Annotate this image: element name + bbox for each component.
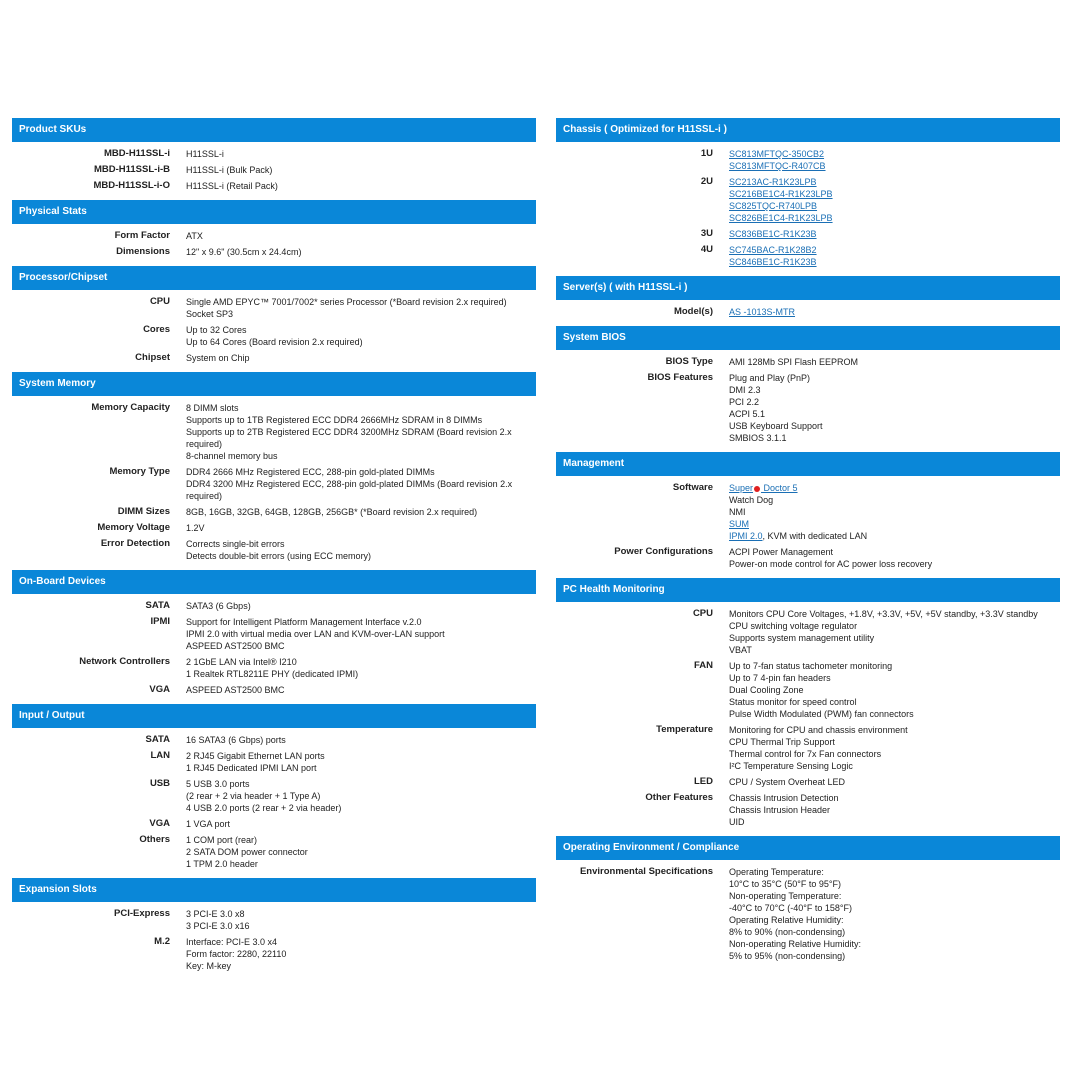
- section-body-input-output: [12, 728, 536, 878]
- spec-label: Form Factor: [114, 230, 170, 241]
- spec-value: -40°C to 70°C (-40°F to 158°F): [729, 903, 852, 913]
- spec-row: [556, 228, 1060, 240]
- spec-label: SATA: [145, 734, 170, 745]
- spec-row: [12, 164, 536, 176]
- spec-label: Cores: [143, 324, 170, 335]
- right-spec-column: [556, 118, 1060, 970]
- spec-label: Memory Type: [109, 466, 170, 477]
- spec-label: 2U: [700, 176, 713, 187]
- spec-value: Detects double-bit errors (using ECC memory): [186, 551, 372, 561]
- spec-value: AMI 128Mb SPI Flash EEPROM: [729, 357, 859, 367]
- section-header-input-output: Input / Output: [12, 704, 536, 728]
- left-spec-column: [12, 118, 536, 980]
- spec-values: [729, 660, 1060, 720]
- spec-row: [556, 866, 1060, 962]
- spec-value: 12" x 9.6" (30.5cm x 24.4cm): [186, 247, 302, 257]
- spec-value: ACPI 5.1: [729, 409, 766, 419]
- spec-value: (2 rear + 2 via header + 1 Type A): [186, 791, 321, 801]
- spec-row: [556, 356, 1060, 368]
- section-header-pc-health-monitoring: PC Health Monitoring: [556, 578, 1060, 602]
- spec-row: [556, 244, 1060, 268]
- spec-value: Support for Intelligent Platform Management Interface v.2.0: [186, 617, 422, 627]
- section-header-system-memory: System Memory: [12, 372, 536, 396]
- spec-row: [556, 148, 1060, 172]
- spec-value: 1 RJ45 Dedicated IPMI LAN port: [186, 763, 317, 773]
- spec-label: M.2: [154, 936, 170, 947]
- spec-link[interactable]: [729, 482, 1060, 494]
- spec-label: BIOS Type: [665, 356, 713, 367]
- spec-row: [12, 466, 536, 502]
- spec-values: [186, 818, 536, 830]
- spec-label: CPU: [149, 296, 170, 307]
- spec-values: [729, 866, 1060, 962]
- spec-link-text[interactable]: AS -1013S-MTR: [729, 307, 796, 317]
- section-body-on-board-devices: [12, 594, 536, 704]
- spec-values: [186, 936, 536, 972]
- section-body-server-s-with-h11ssl-i: [556, 300, 1060, 326]
- spec-value: CPU switching voltage regulator: [729, 621, 858, 631]
- spec-label: PCI-Express: [114, 908, 170, 919]
- spec-value: 5% to 95% (non-condensing): [729, 951, 846, 961]
- spec-value: Interface: PCI-E 3.0 x4: [186, 937, 278, 947]
- spec-row: [12, 324, 536, 348]
- spec-value: ASPEED AST2500 BMC: [186, 641, 285, 651]
- spec-values: [186, 908, 536, 932]
- spec-value: 16 SATA3 (6 Gbps) ports: [186, 735, 286, 745]
- section-body-operating-environment-compliance: [556, 860, 1060, 970]
- spec-values: [186, 324, 536, 348]
- spec-value: Form factor: 2280, 22110: [186, 949, 287, 959]
- section-header-management: Management: [556, 452, 1060, 476]
- spec-row: [556, 776, 1060, 788]
- section-body-chassis-optimized-for-h11ssl-i: [556, 142, 1060, 276]
- red-dot-icon: [754, 486, 760, 492]
- spec-link-text[interactable]: SC826BE1C4-R1K23LPB: [729, 213, 833, 223]
- spec-values: [729, 148, 1060, 172]
- spec-values: [186, 402, 536, 462]
- spec-row: [12, 538, 536, 562]
- spec-value: CPU / System Overheat LED: [729, 777, 846, 787]
- spec-row: [12, 600, 536, 612]
- spec-label: Network Controllers: [79, 656, 170, 667]
- spec-label: Memory Voltage: [97, 522, 170, 533]
- spec-values: [729, 228, 1060, 240]
- spec-value: H11SSL-i (Bulk Pack): [186, 165, 273, 175]
- section-header-processor-chipset: Processor/Chipset: [12, 266, 536, 290]
- spec-link[interactable]: [729, 148, 1060, 160]
- spec-values: [729, 372, 1060, 444]
- spec-label: 4U: [700, 244, 713, 255]
- spec-values: [186, 522, 536, 534]
- spec-link-text[interactable]: SC813MFTQC-R407CB: [729, 161, 826, 171]
- spec-label: Others: [139, 834, 170, 845]
- spec-values: [186, 506, 536, 518]
- spec-value: Non-operating Temperature:: [729, 891, 842, 901]
- spec-label: VGA: [149, 684, 170, 695]
- spec-value: I²C Temperature Sensing Logic: [729, 761, 853, 771]
- spec-value: H11SSL-i (Retail Pack): [186, 181, 278, 191]
- spec-row: [12, 684, 536, 696]
- spec-link[interactable]: [729, 176, 1060, 188]
- section-body-pc-health-monitoring: [556, 602, 1060, 836]
- spec-value: Monitoring for CPU and chassis environment: [729, 725, 908, 735]
- spec-value: Watch Dog: [729, 495, 774, 505]
- spec-value: ASPEED AST2500 BMC: [186, 685, 285, 695]
- spec-values: [186, 656, 536, 680]
- spec-value: DDR4 2666 MHz Registered ECC, 288-pin gold-plated DIMMs: [186, 467, 435, 477]
- spec-row: [12, 230, 536, 242]
- spec-link[interactable]: IPMI 2.0: [729, 531, 763, 541]
- spec-value: CPU Thermal Trip Support: [729, 737, 835, 747]
- spec-value: Supports up to 2TB Registered ECC DDR4 3200MHz SDRAM (Board revision 2.x required): [186, 427, 512, 449]
- spec-value: Chassis Intrusion Header: [729, 805, 831, 815]
- spec-values: [186, 466, 536, 502]
- spec-label: Power Configurations: [614, 546, 713, 557]
- spec-value: Supports system management utility: [729, 633, 875, 643]
- spec-label: LED: [694, 776, 713, 787]
- spec-value: NMI: [729, 507, 746, 517]
- section-header-operating-environment-compliance: Operating Environment / Compliance: [556, 836, 1060, 860]
- spec-values: [186, 230, 536, 242]
- spec-value: Chassis Intrusion Detection: [729, 793, 839, 803]
- spec-link[interactable]: [729, 212, 1060, 224]
- spec-values: [729, 608, 1060, 656]
- spec-label: MBD-H11SSL-i-B: [93, 164, 170, 175]
- spec-link[interactable]: [729, 228, 1060, 240]
- spec-value: Monitors CPU Core Voltages, +1.8V, +3.3V, +5V, +5V standby, +3.3V standby: [729, 609, 1038, 619]
- spec-label: BIOS Features: [647, 372, 713, 383]
- spec-link-text[interactable]: SC745BAC-R1K28B2: [729, 245, 817, 255]
- spec-value: 3 PCI-E 3.0 x16: [186, 921, 250, 931]
- section-body-product-skus: [12, 142, 536, 200]
- spec-link[interactable]: [729, 188, 1060, 200]
- spec-label: USB: [149, 778, 170, 789]
- spec-values: [186, 600, 536, 612]
- spec-row: [12, 778, 536, 814]
- spec-link[interactable]: [729, 244, 1060, 256]
- spec-label: VGA: [149, 818, 170, 829]
- spec-value: USB Keyboard Support: [729, 421, 823, 431]
- spec-label: Model(s): [673, 306, 713, 317]
- spec-row: [556, 608, 1060, 656]
- spec-values: [729, 776, 1060, 788]
- spec-label: 1U: [700, 148, 713, 159]
- spec-value: 2 SATA DOM power connector: [186, 847, 308, 857]
- spec-values: [186, 246, 536, 258]
- spec-row: [12, 656, 536, 680]
- spec-label: Chipset: [135, 352, 170, 363]
- spec-value: Plug and Play (PnP): [729, 373, 811, 383]
- spec-value: 4 USB 2.0 ports (2 rear + 2 via header): [186, 803, 342, 813]
- spec-row: [12, 148, 536, 160]
- spec-label: Environmental Specifications: [579, 866, 713, 877]
- spec-row: [556, 176, 1060, 224]
- spec-link-text[interactable]: SC813MFTQC-350CB2: [729, 149, 825, 159]
- spec-row: [556, 306, 1060, 318]
- section-header-expansion-slots: Expansion Slots: [12, 878, 536, 902]
- spec-link[interactable]: [729, 306, 1060, 318]
- spec-value: 8 DIMM slots: [186, 403, 239, 413]
- spec-label: MBD-H11SSL-i-O: [93, 180, 170, 191]
- section-header-system-bios: System BIOS: [556, 326, 1060, 350]
- spec-value: Dual Cooling Zone: [729, 685, 804, 695]
- spec-row: [12, 834, 536, 870]
- spec-values: [186, 296, 536, 320]
- spec-value: 2 1GbE LAN via Intel® I210: [186, 657, 297, 667]
- spec-value: Thermal control for 7x Fan connectors: [729, 749, 882, 759]
- spec-link[interactable]: [729, 256, 1060, 268]
- spec-row: [12, 352, 536, 364]
- spec-label: Memory Capacity: [91, 402, 170, 413]
- spec-values: [729, 306, 1060, 318]
- spec-value: Non-operating Relative Humidity:: [729, 939, 862, 949]
- spec-value: VBAT: [729, 645, 752, 655]
- section-body-system-memory: [12, 396, 536, 570]
- spec-row: [12, 402, 536, 462]
- spec-label: Other Features: [645, 792, 713, 803]
- spec-row: [12, 734, 536, 746]
- spec-link-text[interactable]: SC213AC-R1K23LPB: [729, 177, 817, 187]
- spec-link-text[interactable]: Super Doctor 5: [729, 483, 798, 493]
- spec-label: LAN: [150, 750, 170, 761]
- spec-value: 8% to 90% (non-condensing): [729, 927, 846, 937]
- spec-row: [556, 546, 1060, 570]
- spec-values: [729, 176, 1060, 224]
- spec-row: [12, 246, 536, 258]
- section-body-expansion-slots: [12, 902, 536, 980]
- spec-row: [12, 616, 536, 652]
- spec-row: [12, 936, 536, 972]
- spec-label: Dimensions: [116, 246, 170, 257]
- spec-row: [556, 660, 1060, 720]
- spec-label: MBD-H11SSL-i: [104, 148, 170, 159]
- spec-value: Pulse Width Modulated (PWM) fan connectors: [729, 709, 914, 719]
- spec-row: [12, 522, 536, 534]
- spec-value: ACPI Power Management: [729, 547, 834, 557]
- spec-row: [556, 792, 1060, 828]
- spec-value: ATX: [186, 231, 203, 241]
- spec-values: [729, 792, 1060, 828]
- spec-values: [729, 482, 1060, 542]
- section-header-server-s-with-h11ssl-i: Server(s) ( with H11SSL-i ): [556, 276, 1060, 300]
- spec-label: CPU: [692, 608, 713, 619]
- spec-label: 3U: [700, 228, 713, 239]
- spec-value: Operating Relative Humidity:: [729, 915, 844, 925]
- spec-row: [556, 372, 1060, 444]
- section-header-on-board-devices: On-Board Devices: [12, 570, 536, 594]
- spec-link-text[interactable]: SC846BE1C-R1K23B: [729, 257, 817, 267]
- spec-label: FAN: [694, 660, 713, 671]
- spec-value: 2 RJ45 Gigabit Ethernet LAN ports: [186, 751, 325, 761]
- spec-label: Temperature: [656, 724, 713, 735]
- spec-link[interactable]: [729, 518, 1060, 530]
- spec-value: Status monitor for speed control: [729, 697, 857, 707]
- spec-row: [12, 296, 536, 320]
- section-body-processor-chipset: [12, 290, 536, 372]
- spec-values: [186, 352, 536, 364]
- spec-row: [12, 908, 536, 932]
- spec-value: 3 PCI-E 3.0 x8: [186, 909, 245, 919]
- spec-value: Supports up to 1TB Registered ECC DDR4 2666MHz SDRAM in 8 DIMMs: [186, 415, 483, 425]
- spec-values: [729, 724, 1060, 772]
- spec-value: 1 Realtek RTL8211E PHY (dedicated IPMI): [186, 669, 359, 679]
- spec-values: [729, 546, 1060, 570]
- spec-values: [186, 778, 536, 814]
- spec-values: [186, 834, 536, 870]
- spec-value: UID: [729, 817, 745, 827]
- spec-value: IPMI 2.0 with virtual media over LAN and KVM-over-LAN support: [186, 629, 445, 639]
- spec-row: [12, 506, 536, 518]
- spec-values: [729, 356, 1060, 368]
- spec-value: 1 COM port (rear): [186, 835, 258, 845]
- spec-values: [186, 616, 536, 652]
- section-body-system-bios: [556, 350, 1060, 452]
- spec-row: [12, 818, 536, 830]
- spec-values: [186, 180, 536, 192]
- spec-value: 8-channel memory bus: [186, 451, 278, 461]
- spec-label: IPMI: [150, 616, 170, 627]
- section-header-product-skus: Product SKUs: [12, 118, 536, 142]
- spec-value: Up to 64 Cores (Board revision 2.x required): [186, 337, 363, 347]
- spec-value: IPMI 2.0, KVM with dedicated LAN: [729, 531, 868, 541]
- spec-value: 8GB, 16GB, 32GB, 64GB, 128GB, 256GB* (*Board revision 2.x required): [186, 507, 478, 517]
- spec-value: Up to 32 Cores: [186, 325, 247, 335]
- spec-value: Up to 7-fan status tachometer monitoring: [729, 661, 893, 671]
- spec-value: Corrects single-bit errors: [186, 539, 285, 549]
- spec-value: PCI 2.2: [729, 397, 760, 407]
- section-body-physical-stats: [12, 224, 536, 266]
- spec-row: [556, 724, 1060, 772]
- spec-link-text[interactable]: SC836BE1C-R1K23B: [729, 229, 817, 239]
- spec-value: 1 VGA port: [186, 819, 231, 829]
- spec-value: Single AMD EPYC™ 7001/7002* series Processor (*Board revision 2.x required): [186, 297, 507, 307]
- spec-value: Power-on mode control for AC power loss recovery: [729, 559, 933, 569]
- spec-values: [186, 164, 536, 176]
- spec-value: Key: M-key: [186, 961, 232, 971]
- spec-value: 10°C to 35°C (50°F to 95°F): [729, 879, 841, 889]
- section-header-chassis-optimized-for-h11ssl-i: Chassis ( Optimized for H11SSL-i ): [556, 118, 1060, 142]
- spec-value: Up to 7 4-pin fan headers: [729, 673, 831, 683]
- spec-value: DMI 2.3: [729, 385, 761, 395]
- spec-label: Error Detection: [100, 538, 170, 549]
- spec-value: 1 TPM 2.0 header: [186, 859, 258, 869]
- spec-label: Software: [672, 482, 713, 493]
- spec-values: [186, 538, 536, 562]
- section-body-management: [556, 476, 1060, 578]
- spec-row: [12, 750, 536, 774]
- spec-values: [186, 684, 536, 696]
- spec-value: Operating Temperature:: [729, 867, 824, 877]
- spec-values: [186, 734, 536, 746]
- section-header-physical-stats: Physical Stats: [12, 200, 536, 224]
- spec-row: [556, 482, 1060, 542]
- spec-values: [729, 244, 1060, 268]
- spec-values: [186, 750, 536, 774]
- spec-link[interactable]: [729, 200, 1060, 212]
- spec-link-text[interactable]: SC216BE1C4-R1K23LPB: [729, 189, 833, 199]
- spec-label: SATA: [145, 600, 170, 611]
- spec-label: DIMM Sizes: [117, 506, 170, 517]
- spec-value: SATA3 (6 Gbps): [186, 601, 251, 611]
- spec-value: SMBIOS 3.1.1: [729, 433, 787, 443]
- spec-link-text[interactable]: SC825TQC-R740LPB: [729, 201, 818, 211]
- spec-value: 5 USB 3.0 ports: [186, 779, 250, 789]
- spec-value: 1.2V: [186, 523, 205, 533]
- spec-value: H11SSL-i: [186, 149, 224, 159]
- spec-row: [12, 180, 536, 192]
- spec-value: Socket SP3: [186, 309, 234, 319]
- spec-value: DDR4 3200 MHz Registered ECC, 288-pin gold-plated DIMMs (Board revision 2.x required): [186, 479, 513, 501]
- spec-link-text[interactable]: SUM: [729, 519, 749, 529]
- spec-value: System on Chip: [186, 353, 250, 363]
- spec-values: [186, 148, 536, 160]
- spec-link[interactable]: [729, 160, 1060, 172]
